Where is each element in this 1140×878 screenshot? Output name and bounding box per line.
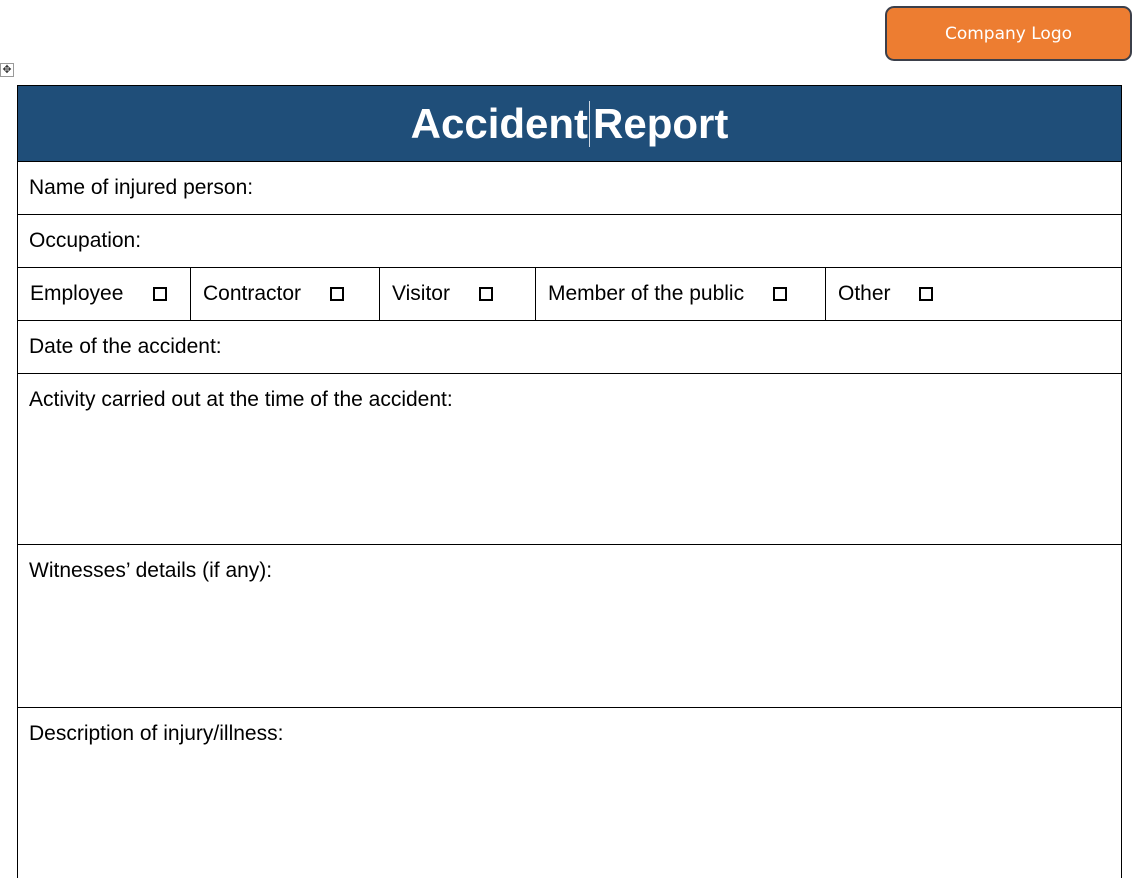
company-logo-label: Company Logo <box>944 23 1073 44</box>
text-cursor <box>589 101 590 147</box>
accident-report-table <box>17 85 1122 878</box>
person-category-row <box>18 268 1121 321</box>
witnesses-label: Witnesses’ details (if any): <box>29 559 273 582</box>
report-title <box>18 86 1121 162</box>
injured-person-name-label: Name of injured person: <box>29 176 254 199</box>
visitor-checkbox[interactable] <box>479 287 493 301</box>
member-of-public-checkbox[interactable] <box>773 287 787 301</box>
other-checkbox[interactable] <box>919 287 933 301</box>
occupation-label: Occupation: <box>29 229 142 252</box>
injury-description-field[interactable] <box>18 708 1121 878</box>
company-logo-placeholder <box>885 6 1132 61</box>
contractor-checkbox[interactable] <box>330 287 344 301</box>
accident-date-label: Date of the accident: <box>29 335 222 358</box>
category-visitor <box>380 268 536 320</box>
accident-date-field[interactable] <box>18 321 1121 374</box>
category-member-of-public <box>536 268 826 320</box>
injury-description-label: Description of injury/illness: <box>29 722 284 745</box>
category-contractor-label: Contractor <box>203 282 302 305</box>
category-other-label: Other <box>838 282 891 305</box>
category-visitor-label: Visitor <box>392 282 450 305</box>
activity-label: Activity carried out at the time of the accident: <box>29 388 453 411</box>
report-title-part-2: Report <box>593 99 729 147</box>
report-title-part-1: Accident <box>410 99 589 147</box>
category-employee-label: Employee <box>30 282 124 305</box>
witnesses-field[interactable] <box>18 545 1121 708</box>
category-other <box>826 268 1121 320</box>
table-move-handle-icon[interactable]: ✥ <box>0 63 14 77</box>
injured-person-name-field[interactable] <box>18 162 1121 215</box>
occupation-field[interactable] <box>18 215 1121 268</box>
activity-field[interactable] <box>18 374 1121 545</box>
category-member-of-public-label: Member of the public <box>548 282 745 305</box>
employee-checkbox[interactable] <box>153 287 167 301</box>
category-contractor <box>191 268 380 320</box>
category-employee <box>18 268 191 320</box>
